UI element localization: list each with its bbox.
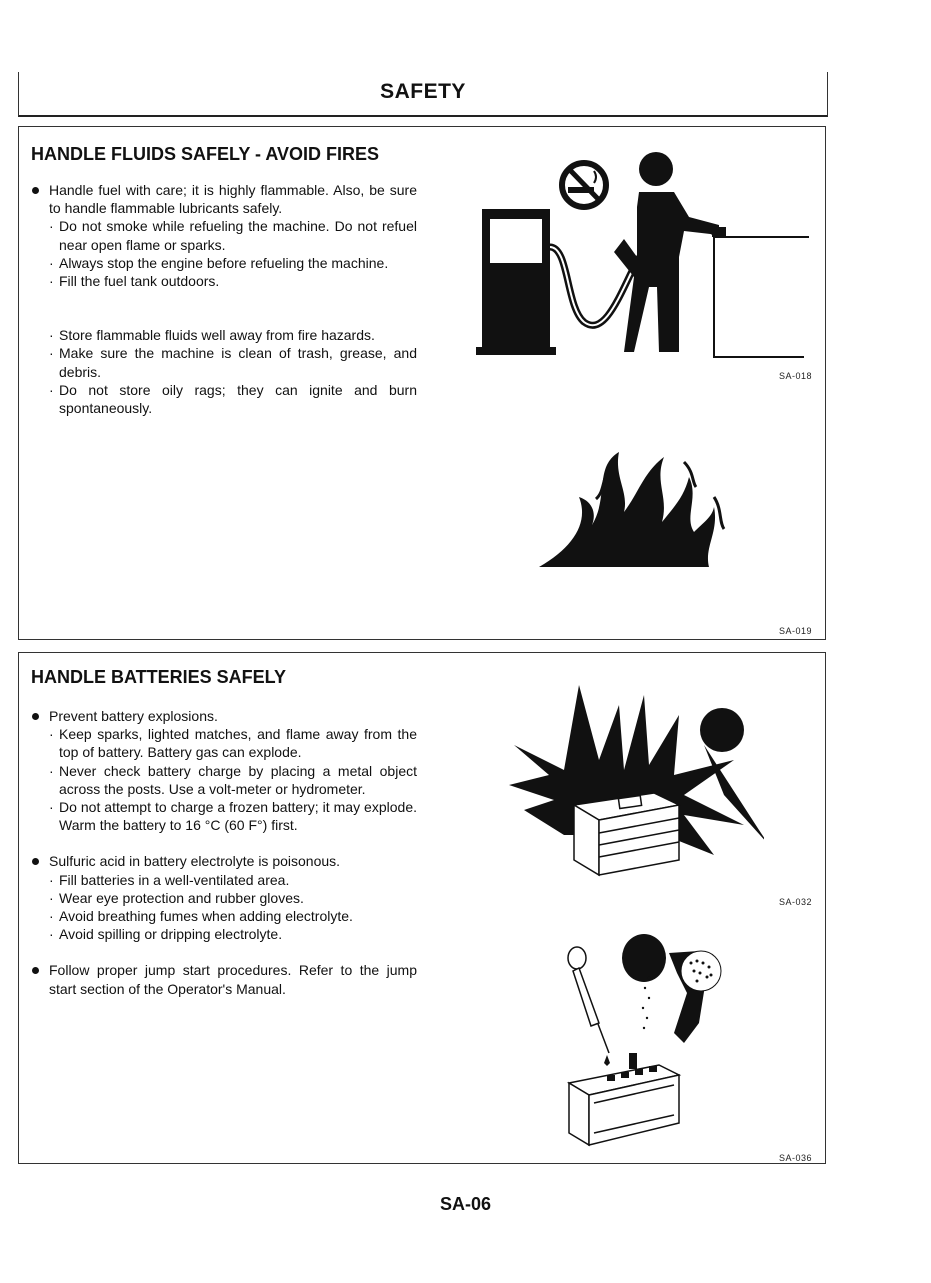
bullet-item: Handle fuel with care; it is highly flammable. Also, be sure to handle flammable lubricants safely. bbox=[31, 181, 417, 217]
refueling-figure bbox=[474, 147, 814, 372]
header bbox=[18, 72, 828, 117]
section-title: HANDLE BATTERIES SAFELY bbox=[31, 667, 287, 687]
section-body bbox=[31, 707, 417, 998]
fire-figure bbox=[534, 437, 734, 572]
sub-item: · Do not store oily rags; they can ignite and burn spontaneously. bbox=[31, 381, 417, 417]
sub-item: · Do not smoke while refueling the machine. Do not refuel near open flame or sparks. bbox=[31, 217, 417, 253]
hydrometer-battery-icon bbox=[549, 933, 749, 1148]
figure-code: SA-019 bbox=[779, 626, 813, 636]
figure-code: SA-018 bbox=[779, 371, 813, 381]
sub-item: · Keep sparks, lighted matches, and flame away from the top of battery. Battery gas can explode. bbox=[31, 725, 417, 761]
page-title: SAFETY bbox=[380, 80, 466, 103]
sub-item: · Never check battery charge by placing a metal object across the posts. Use a volt-meter or hydrometer. bbox=[31, 762, 417, 798]
hydrometer-figure bbox=[549, 933, 749, 1148]
sub-item: · Fill batteries in a well-ventilated area. bbox=[31, 871, 417, 889]
sub-item: · Wear eye protection and rubber gloves. bbox=[31, 889, 417, 907]
bullet-item: Sulfuric acid in battery electrolyte is poisonous. bbox=[31, 852, 417, 870]
sub-item: · Fill the fuel tank outdoors. bbox=[31, 272, 417, 290]
no-smoking-icon bbox=[562, 163, 606, 207]
sub-item: · Make sure the machine is clean of trash, grease, and debris. bbox=[31, 344, 417, 380]
page-number: SA-06 bbox=[439, 1194, 492, 1214]
fire-icon bbox=[534, 437, 734, 572]
bullet-item: Prevent battery explosions. bbox=[31, 707, 417, 725]
sub-item: · Store flammable fluids well away from fire hazards. bbox=[31, 326, 417, 344]
battery-explosion-figure bbox=[504, 675, 764, 885]
figure-code: SA-036 bbox=[779, 1153, 813, 1163]
bullet-item: Follow proper jump start procedures. Refer to the jump start section of the Operator's Manual. bbox=[31, 961, 417, 997]
sub-item: · Always stop the engine before refueling the machine. bbox=[31, 254, 417, 272]
section-title: HANDLE FLUIDS SAFELY - AVOID FIRES bbox=[31, 144, 380, 164]
sub-item: · Avoid breathing fumes when adding electrolyte. bbox=[31, 907, 417, 925]
section-body bbox=[31, 181, 417, 417]
sub-item: · Do not attempt to charge a frozen battery; it may explode. Warm the battery to 16 °C (60 F°) first. bbox=[31, 798, 417, 834]
section-fluids bbox=[18, 126, 826, 640]
battery-explosion-icon bbox=[504, 675, 764, 885]
person-refueling-icon bbox=[614, 152, 719, 352]
fuel-pump-icon bbox=[476, 209, 556, 355]
sub-item: · Avoid spilling or dripping electrolyte. bbox=[31, 925, 417, 943]
section-batteries bbox=[18, 652, 826, 1164]
figure-code: SA-032 bbox=[779, 897, 813, 907]
